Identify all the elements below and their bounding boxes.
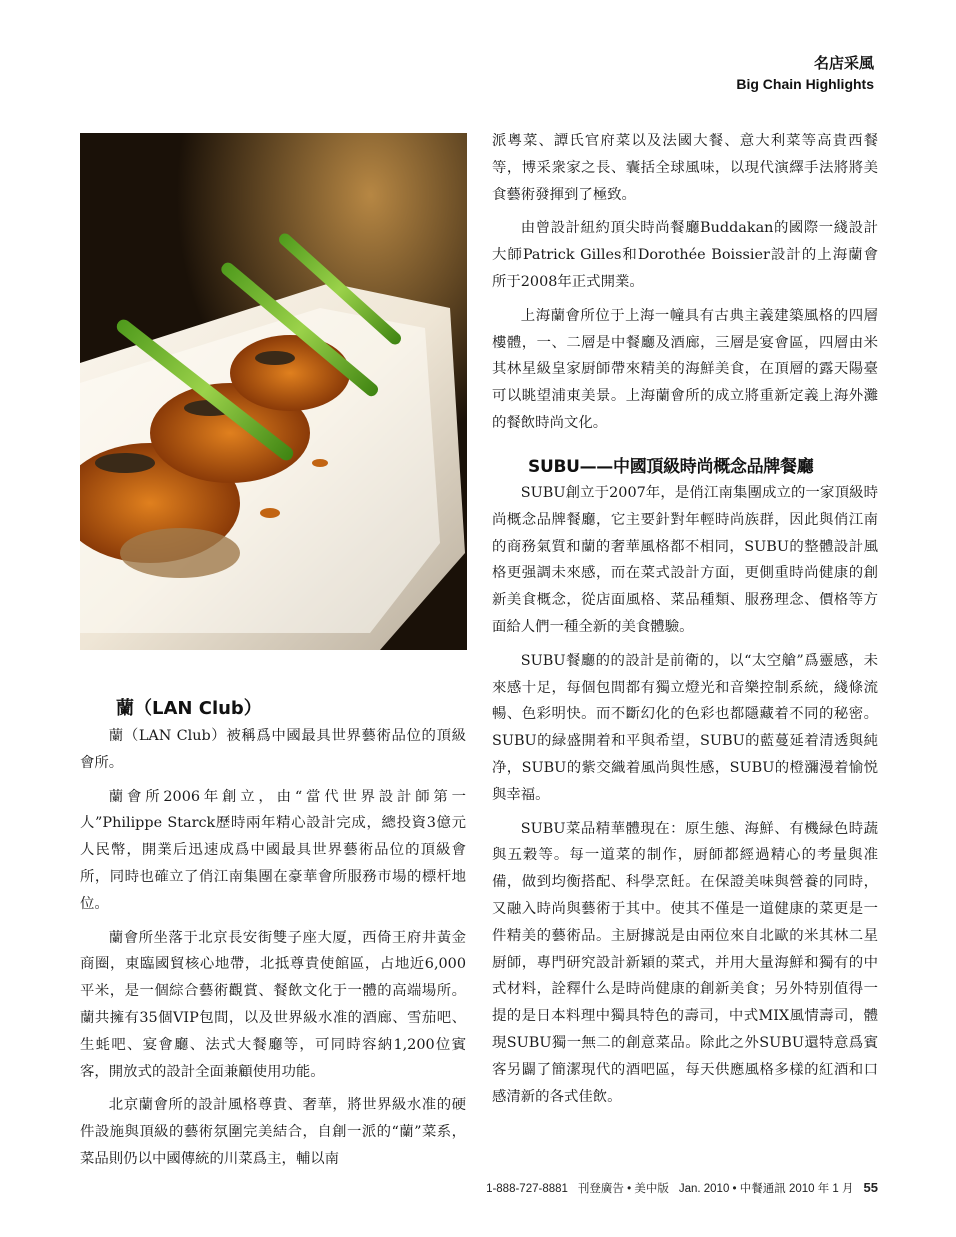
- footer-ad-text: 刊登廣告 • 美中版: [577, 1183, 669, 1195]
- section-title-en: Big Chain Highlights: [736, 76, 874, 92]
- food-photo: [80, 133, 467, 650]
- paragraph: SUBU餐廳的的設計是前衛的，以“太空艙”爲靈感，未來感十足，每個包間都有獨立燈光和音樂控制系統，綫條流暢、色彩明快。而不斷幻化的色彩也都隱藏着不同的秘密。SUBU的緑盛開着和平與希望，SUBU的藍蔓延着清透與純净，SUBU的紫交織着風尚與性感，SUBU的橙瀰漫着愉悦與幸福。: [492, 652, 878, 803]
- section-title-zh: 名店采風: [813, 54, 874, 72]
- paragraph: 由曾設計紐約頂尖時尚餐廳Buddakan的國際一綫設計大師Patrick Gilles和Dorothée Boissier設計的上海蘭會所于2008年正式開業。: [492, 220, 878, 290]
- right-column-top: [492, 128, 878, 437]
- footer-phone: 1-888-727-8881: [486, 1183, 568, 1195]
- paragraph: SUBU菜品精華體現在：原生態、海鮮、有機緑色時蔬與五穀等。每一道菜的制作，厨師都經過精心的考量與准備，做到均衡搭配、科學烹飪。在保證美味與營養的同時，又融入時尚與藝術于其中。使其不僅是一道健康的菜更是一件精美的藝術品。主厨據説是由兩位來自北歐的米其林二星厨師，專門研究設計新穎的菜式，并用大量海鮮和獨有的中式材料，詮釋什么是時尚健康的創新美食；另外特别值得一提的是日本料理中獨具特色的壽司，中式MIX風情壽司，體現SUBU獨一無二的創意菜品。除此之外SUBU還特意爲賓客另闢了簡潔現代的酒吧區，每天供應風格多樣的紅酒和口感清新的各式佳飲。: [492, 820, 878, 1105]
- paragraph: 派粵菜、譚氏官府菜以及法國大餐、意大利菜等高貴西餐等，博采衆家之長、囊括全球風味，以現代演繹手法將將美食藝術發揮到了極致。: [492, 133, 878, 203]
- left-column: [80, 723, 466, 1173]
- paragraph: 蘭會所2006年創立，由“當代世界設計師第一人”Philippe Starck歷時兩年精心設計完成，總投資3億元人民幣，開業后迅速成爲中國最具世界藝術品位的頂級會所，同時也確立了俏江南集團在豪華會所服務市場的標杆地位。: [80, 788, 466, 912]
- paragraph: SUBU創立于2007年，是俏江南集團成立的一家頂級時尚概念品牌餐廳，它主要針對年輕時尚族群，因此與俏江南的商務氣質和蘭的奢華風格都不相同，SUBU的整體設計風格更强調未來感，而在菜式設計方面，更側重時尚健康的創新美食概念，從店面風格、菜品種類、服務理念、價格等方面給人們一種全新的美食體驗。: [492, 485, 878, 635]
- page-footer: [486, 1180, 878, 1196]
- paragraph: 上海蘭會所位于上海一幢具有古典主義建築風格的四層樓體，一、二層是中餐廳及酒廊，三層是宴會區，四層由米其林星級皇家厨師帶來精美的海鮮美食，在頂層的露天陽臺可以眺望浦東美景。上海蘭會所的成立將重新定義上海外灘的餐飲時尚文化。: [492, 307, 878, 431]
- paragraph: 北京蘭會所的設計風格尊貴、奢華，將世界級水准的硬件設施與頂級的藝術氛圍完美結合，自創一派的“蘭”菜系，菜品則仍以中國傳統的川菜爲主，輔以南: [80, 1097, 466, 1167]
- paragraph: 蘭會所坐落于北京長安街雙子座大厦，西倚王府井黃金商圈，東臨國貿核心地帶，北抵尊貴使館區，占地近6,000平米，是一個綜合藝術觀賞、餐飲文化于一體的高端場所。蘭共擁有35個VIP包間，以及世界級水准的酒廊、雪茄吧、生蚝吧、宴會廳、法式大餐廳等，可同時容納1,200位賓客，開放式的設計全面兼顧使用功能。: [80, 929, 466, 1080]
- footer-issue: Jan. 2010 • 中餐通訊 2010 年 1 月: [678, 1183, 854, 1195]
- page-number: 55: [863, 1180, 878, 1195]
- lan-club-heading: 蘭（LAN Club）: [116, 698, 262, 719]
- subu-heading: SUBU——中國頂級時尚概念品牌餐廳: [528, 457, 814, 477]
- paragraph: 蘭（LAN Club）被稱爲中國最具世界藝術品位的頂級會所。: [80, 728, 466, 771]
- right-column-bottom: [492, 480, 878, 1110]
